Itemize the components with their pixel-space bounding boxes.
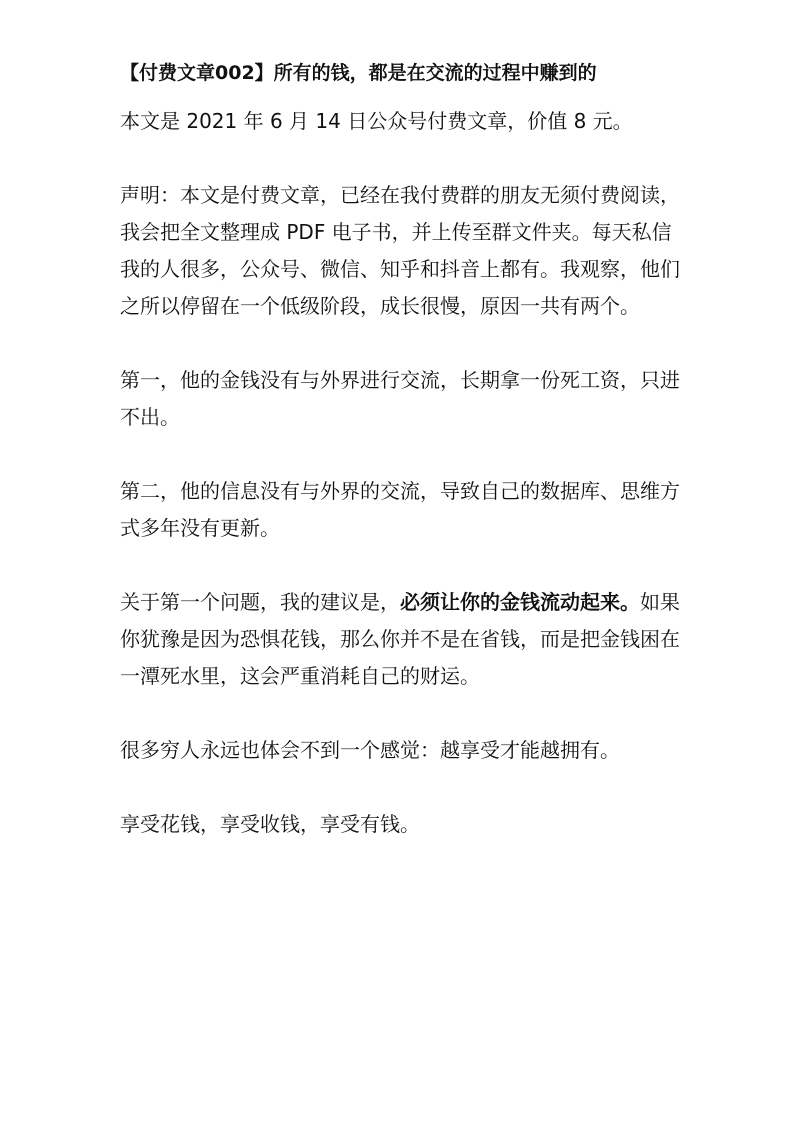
second-reason-paragraph: 第二，他的信息没有与外界的交流，导致自己的数据库、思维方式多年没有更新。 <box>120 479 680 540</box>
suggestion-rest-text: 如果你犹豫是因为恐惧花钱，那么你并不是在省钱，而是把金钱困在一潭死水里，这会严重消耗自己的财运。 <box>120 590 680 688</box>
article-title: 【付费文章002】所有的钱，都是在交流的过程中赚到的 <box>120 62 597 84</box>
first-reason-paragraph: 第一，他的金钱没有与外界进行交流，长期拿一份死工资，只进不出。 <box>120 368 680 429</box>
suggestion-bold-text: 必须让你的金钱流动起来。 <box>400 590 640 614</box>
declaration-paragraph: 声明：本文是付费文章，已经在我付费群的朋友无须付费阅读，我会把全文整理成 PDF 电子书，并上传至群文件夹。每天私信我的人很多，公众号、微信、知乎和抖音上都有。我观察，他们之所以停留在一个低级阶段，成长很慢，原因一共有两个。 <box>120 183 680 318</box>
suggestion-paragraph <box>120 584 680 695</box>
feeling-paragraph: 很多穷人永远也体会不到一个感觉：越享受才能越拥有。 <box>120 738 620 762</box>
enjoy-paragraph: 享受花钱，享受收钱，享受有钱。 <box>120 812 420 836</box>
suggestion-lead-text: 关于第一个问题，我的建议是， <box>120 590 400 614</box>
article-body <box>120 103 680 880</box>
intro-paragraph: 本文是 2021 年 6 月 14 日公众号付费文章，价值 8 元。 <box>120 109 633 133</box>
